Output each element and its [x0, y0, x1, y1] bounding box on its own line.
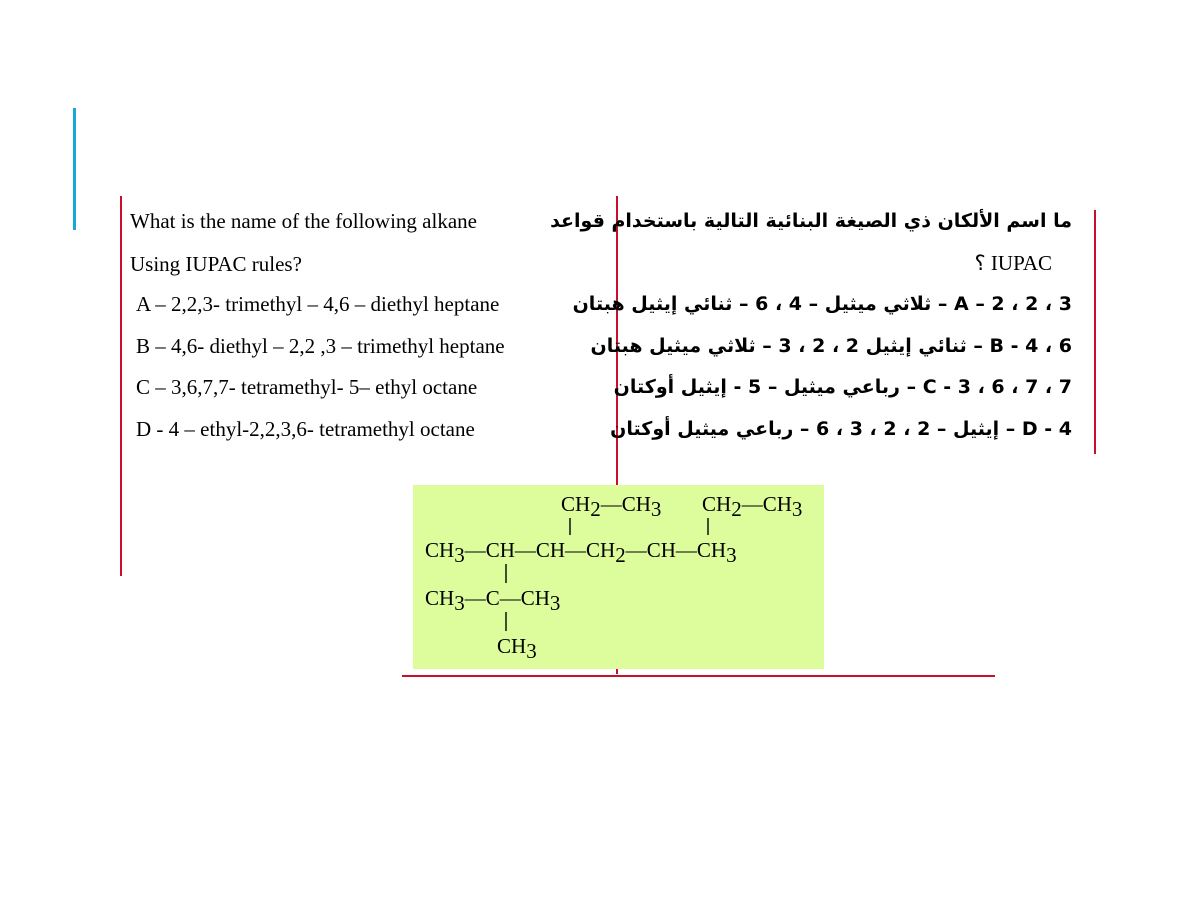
english-option-b[interactable]: B – 4,6- diethyl – 2,2 ,3 – trimethyl heptane — [136, 334, 505, 358]
arabic-option-a[interactable]: A – 2 ، 2 ، 3 – ثلاثي ميثيل – 4 ، 6 – ثنائي إيثيل هبتان — [572, 293, 1072, 315]
english-option-d[interactable]: D - 4 – ethyl-2,2,3,6- tetramethyl octane — [136, 417, 475, 441]
formula-row4-methyl: CH3 — [497, 634, 537, 663]
formula-row1-ethyl-b: CH2—CH3 — [702, 492, 803, 521]
formula-row2-main-chain: CH3—CH—CH—CH2—CH—CH3 — [425, 538, 737, 567]
alkane-structural-formula — [413, 485, 824, 669]
english-prompt-line2: Using IUPAC rules? — [130, 252, 302, 276]
english-option-c[interactable]: C – 3,6,7,7- tetramethyl- 5– ethyl octane — [136, 375, 478, 399]
english-prompt-line1: What is the name of the following alkane — [130, 209, 477, 233]
arabic-option-c[interactable]: C - 3 ، 6 ، 7 ، 7 – رباعي ميثيل – 5 - إيثيل أوكتان — [613, 376, 1072, 398]
arabic-option-b[interactable]: B - 4 ، 6 – ثنائي إيثيل 2 ، 2 ، 3 – ثلاثي ميثيل هبتان — [590, 335, 1072, 357]
table-left-border — [120, 196, 122, 576]
table-right-border — [1094, 210, 1096, 454]
formula-row3-tbutyl: CH3—C—CH3 — [425, 586, 561, 615]
table-bottom-border — [402, 675, 995, 677]
english-option-a[interactable]: A – 2,2,3- trimethyl – 4,6 – diethyl heptane — [136, 292, 500, 316]
slide-accent-bar — [73, 108, 76, 230]
formula-row1-ethyl-a: CH2—CH3 — [561, 492, 662, 521]
arabic-option-d[interactable]: D - 4 – إيثيل – 2 ، 2 ، 3 ، 6 – رباعي ميثيل أوكتان — [610, 418, 1072, 440]
arabic-prompt-line1: ما اسم الألكان ذي الصيغة البنائية التالية باستخدام قواعد — [550, 210, 1072, 232]
arabic-prompt-line2: IUPAC ؟ — [974, 251, 1052, 275]
